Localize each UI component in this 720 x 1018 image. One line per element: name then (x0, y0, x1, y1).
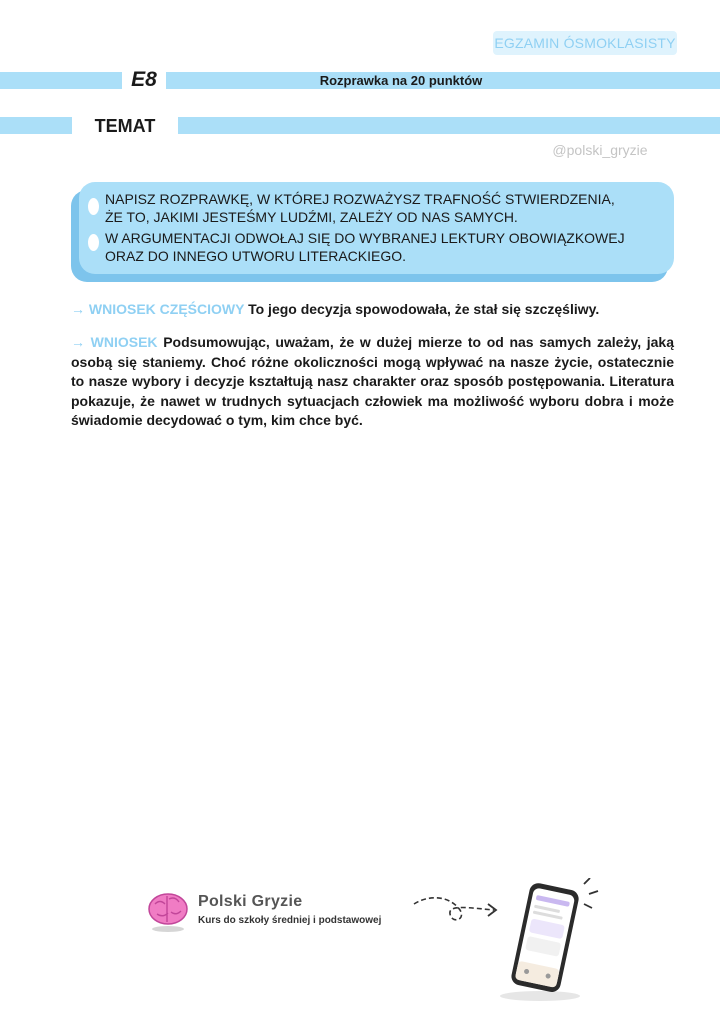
brain-logo-icon (145, 888, 191, 934)
brand-name: Polski Gryzie (198, 893, 303, 910)
temat-heading: TEMAT (94, 116, 156, 136)
conclusion-text: Podsumowując, uważam, że w dużej mierze to od nas samych zależy, jaką osobą się staniemy. Choć różne okoliczności mogą wpływać na nasze życie, ostatecznie to nasze wybory i decyzje kształtują nasz charakter oraz sposób postępowania. Literatura pokazuje, że nawet w trudnych sytuacjach człowiek ma możliwość wyboru dobra i może świadomie decydować o tym, kim chce być. (71, 334, 675, 428)
task-box (79, 182, 674, 274)
page-subtitle: Rozprawka na 20 punktów (319, 73, 483, 88)
temat-band-left (0, 117, 72, 134)
conclusion (71, 333, 674, 431)
exam-badge: EGZAMIN ÓSMOKLASISTY (493, 31, 677, 55)
social-handle: @polski_gryzie (552, 142, 648, 158)
curly-arrow-icon (410, 890, 505, 930)
temat-band-right (178, 117, 720, 134)
task-line: NAPISZ ROZPRAWKĘ, W KTÓREJ ROZWAŻYSZ TRAFNOŚĆ STWIERDZENIA, (105, 191, 615, 207)
phone-illustration-icon (492, 878, 602, 1003)
arrow-right-icon: → (71, 334, 85, 350)
exam-code: E8 (131, 68, 157, 91)
partial-conclusion-text: To jego decyzja spowodowała, że stał się szczęśliwy. (248, 301, 600, 317)
task-line: ORAZ DO INNEGO UTWORU LITERACKIEGO. (105, 248, 407, 264)
task-line: W ARGUMENTACJI ODWOŁAJ SIĘ DO WYBRANEJ LEKTURY OBOWIĄZKOWEJ (105, 230, 625, 246)
bullet-icon (88, 198, 99, 215)
bullet-icon (88, 234, 99, 251)
task-line: ŻE TO, JAKIMI JESTEŚMY LUDŹMI, ZALEŻY OD NAS SAMYCH. (105, 209, 518, 225)
partial-conclusion (71, 300, 674, 320)
brand-tagline: Kurs do szkoły średniej i podstawowej (198, 915, 382, 926)
partial-conclusion-keyword: WNIOSEK CZĘŚCIOWY (88, 301, 245, 317)
arrow-right-icon: → (71, 301, 85, 317)
header-band-left (0, 72, 122, 89)
conclusion-keyword: WNIOSEK (90, 334, 158, 350)
